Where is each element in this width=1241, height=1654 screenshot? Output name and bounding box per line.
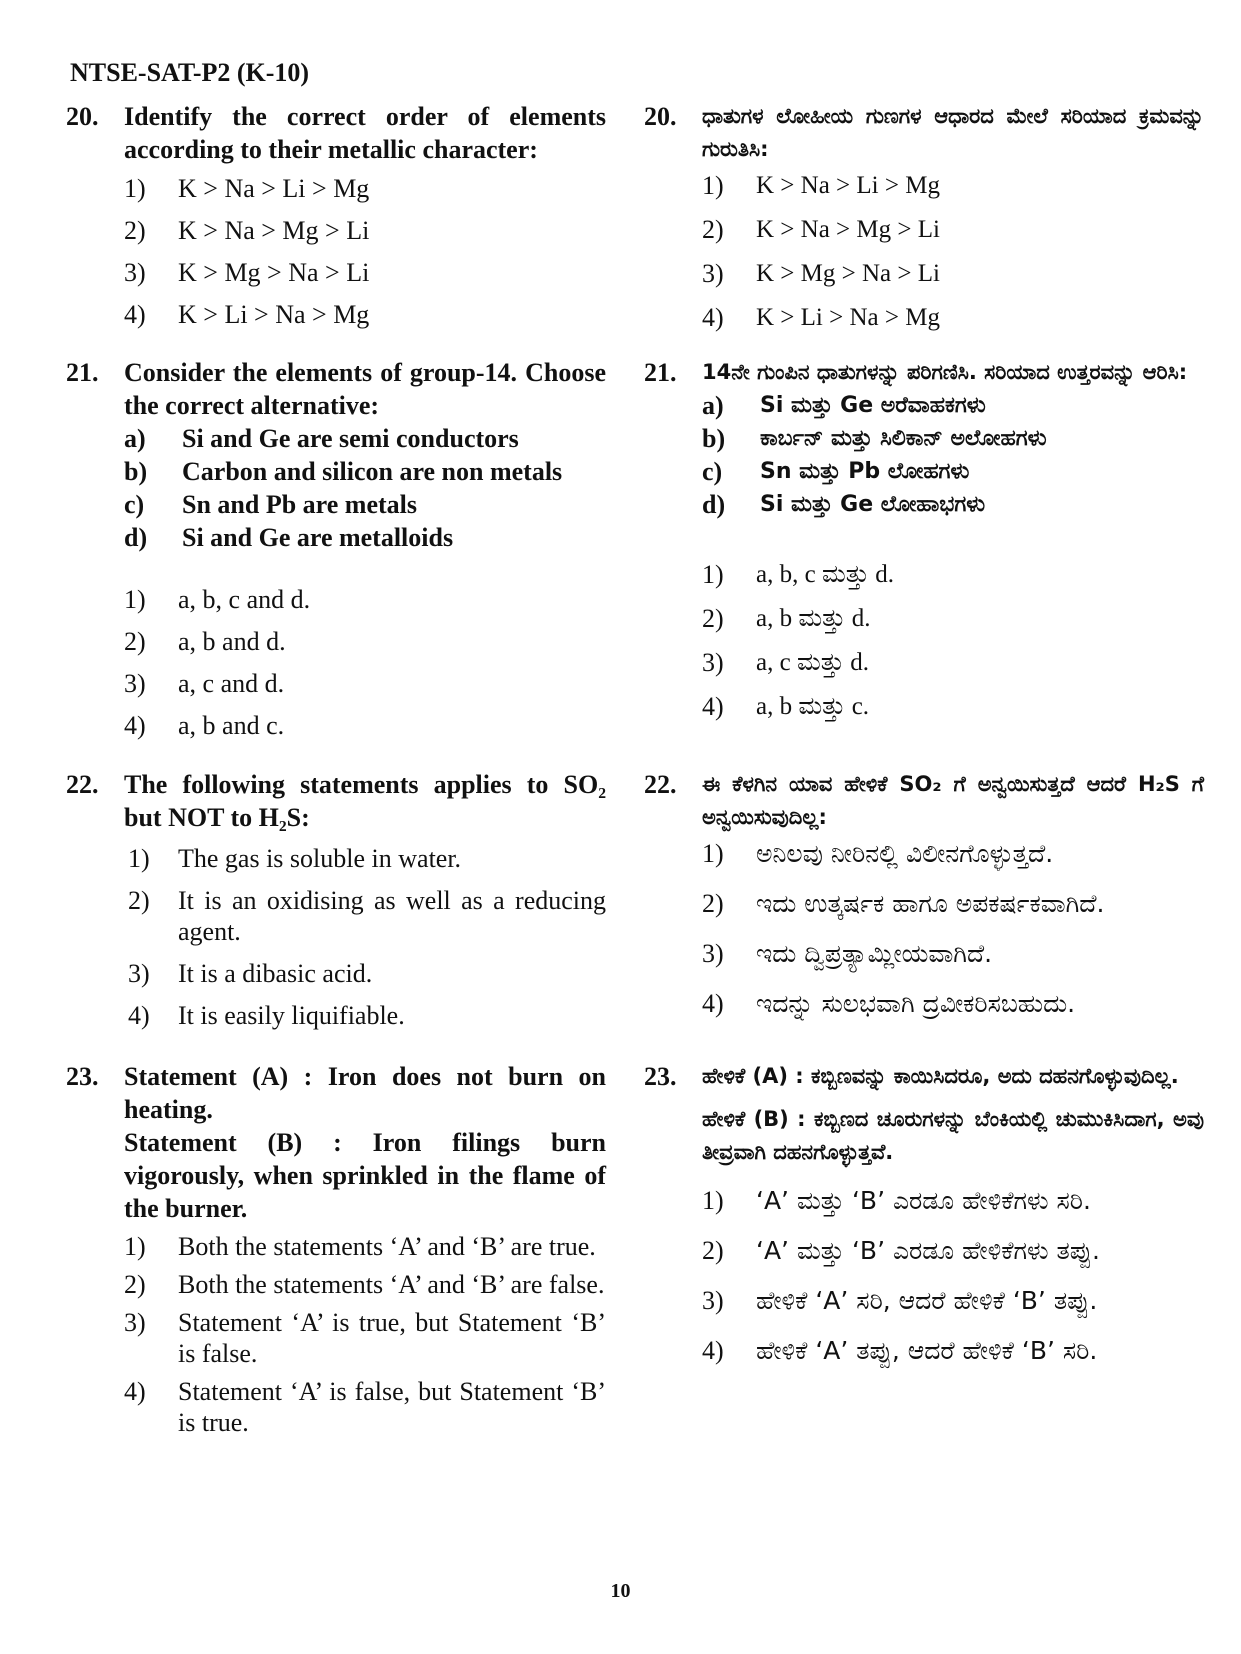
- option-3[interactable]: 3) a, c and d.: [124, 669, 285, 698]
- option-4[interactable]: 4) ಇದನ್ನು ಸುಲಭವಾಗಿ ದ್ರವೀಕರಿಸಬಹುದು.: [702, 989, 1076, 1018]
- option-3[interactable]: 3) K > Mg > Na > Li: [124, 258, 370, 287]
- option-3[interactable]: 3) It is a dibasic acid.: [128, 959, 373, 988]
- option-2[interactable]: 2) K > Na > Mg > Li: [702, 215, 940, 244]
- question-text: The following statements applies to SO₂ but NOT to H₂S:: [124, 770, 606, 832]
- question-23-kn: [644, 1060, 1204, 1385]
- question-20-en: [66, 100, 606, 341]
- option-1[interactable]: 1) Both the statements ‘A’ and ‘B’ are true.: [124, 1232, 596, 1261]
- question-20-kn: [644, 100, 1204, 346]
- option-2[interactable]: 2) It is an oxidising as well as a reducing agent.: [128, 886, 606, 946]
- statement-b: b) Carbon and silicon are non metals: [124, 457, 563, 486]
- option-3[interactable]: 3) a, c ಮತ್ತು d.: [702, 648, 870, 677]
- question-text: Consider the elements of group-14. Choose the correct alternative:: [124, 358, 606, 420]
- option-2[interactable]: 2) a, b and d.: [124, 627, 286, 656]
- option-2[interactable]: 2) K > Na > Mg > Li: [124, 216, 370, 245]
- page-number: 10: [610, 1580, 631, 1602]
- option-1[interactable]: 1) K > Na > Li > Mg: [702, 171, 940, 200]
- question-23-en: [66, 1060, 606, 1445]
- question-21-kn: [644, 356, 1204, 735]
- question-number: 20.: [644, 102, 677, 131]
- question-22-en: [66, 768, 606, 1042]
- option-3[interactable]: 3) ಹೇಳಿಕೆ ‘A’ ಸರಿ, ಆದರೆ ಹೇಳಿಕೆ ‘B’ ತಪ್ಪು.: [702, 1286, 1098, 1315]
- option-2[interactable]: 2) Both the statements ‘A’ and ‘B’ are false.: [124, 1270, 605, 1299]
- question-number: 22.: [66, 770, 99, 799]
- option-1[interactable]: 1) ‘A’ ಮತ್ತು ‘B’ ಎರಡೂ ಹೇಳಿಕೆಗಳು ಸರಿ.: [702, 1186, 1091, 1215]
- option-1[interactable]: 1) ಅನಿಲವು ನೀರಿನಲ್ಲಿ ವಿಲೀನಗೊಳ್ಳುತ್ತದೆ.: [702, 839, 1054, 868]
- question-text: ಧಾತುಗಳ ಲೋಹೀಯ ಗುಣಗಳ ಆಧಾರದ ಮೇಲೆ ಸರಿಯಾದ ಕ್ರಮವನ್ನು ಗುರುತಿಸಿ:: [702, 104, 1204, 161]
- option-4[interactable]: 4) a, b ಮತ್ತು c.: [702, 692, 870, 721]
- question-text: ಈ ಕೆಳಗಿನ ಯಾವ ಹೇಳಿಕೆ SO₂ ಗೆ ಅನ್ವಯಿಸುತ್ತದೆ ಆದರೆ H₂S ಗೆ ಅನ್ವಯಿಸುವುದಿಲ್ಲ:: [702, 772, 1204, 829]
- statement-a-text: ಹೇಳಿಕೆ (A) : ಕಬ್ಬಿಣವನ್ನು ಕಾಯಿಸಿದರೂ, ಅದು ದಹನಗೊಳ್ಳುವುದಿಲ್ಲ.: [702, 1064, 1179, 1088]
- question-21-en: [66, 356, 606, 752]
- option-1[interactable]: 1) a, b, c and d.: [124, 585, 311, 614]
- question-number: 21.: [66, 358, 99, 387]
- option-1[interactable]: 1) K > Na > Li > Mg: [124, 174, 370, 203]
- statement-d: d) Si ಮತ್ತು Ge ಲೋಹಾಭಗಳು: [702, 490, 986, 519]
- option-1[interactable]: 1) The gas is soluble in water.: [128, 844, 462, 873]
- question-number: 20.: [66, 102, 99, 131]
- option-3[interactable]: 3) Statement ‘A’ is true, but Statement ‘B’ is false.: [124, 1308, 606, 1368]
- option-2[interactable]: 2) ಇದು ಉತ್ಕರ್ಷಕ ಹಾಗೂ ಅಪಕರ್ಷಕವಾಗಿದೆ.: [702, 889, 1105, 918]
- page-header: NTSE-SAT-P2 (K-10): [70, 58, 310, 87]
- statement-a: a) Si ಮತ್ತು Ge ಅರೆವಾಹಕಗಳು: [702, 391, 986, 420]
- question-text: Identify the correct order of elements according to their metallic character:: [124, 102, 606, 164]
- option-4[interactable]: 4) a, b and c.: [124, 711, 285, 740]
- option-4[interactable]: 4) Statement ‘A’ is false, but Statement ‘B’ is true.: [124, 1377, 606, 1437]
- option-4[interactable]: 4) K > Li > Na > Mg: [702, 303, 940, 332]
- statement-b: b) ಕಾರ್ಬನ್ ಮತ್ತು ಸಿಲಿಕಾನ್ ಅಲೋಹಗಳು: [702, 424, 1047, 453]
- statement-c: c) Sn and Pb are metals: [124, 490, 417, 519]
- statement-b-text: ಹೇಳಿಕೆ (B) : ಕಬ್ಬಿಣದ ಚೂರುಗಳನ್ನು ಬೆಂಕಿಯಲ್ಲಿ ಚುಮುಕಿಸಿದಾಗ, ಅವು ತೀವ್ರವಾಗಿ ದಹನಗೊಳ್ಳುತ್ತವೆ.: [702, 1107, 1204, 1164]
- option-3[interactable]: 3) K > Mg > Na > Li: [702, 259, 940, 288]
- option-4[interactable]: 4) K > Li > Na > Mg: [124, 300, 370, 329]
- question-22-kn: [644, 768, 1204, 1038]
- statement-c: c) Sn ಮತ್ತು Pb ಲೋಹಗಳು: [702, 457, 970, 486]
- option-2[interactable]: 2) ‘A’ ಮತ್ತು ‘B’ ಎರಡೂ ಹೇಳಿಕೆಗಳು ತಪ್ಪು.: [702, 1236, 1100, 1265]
- statement-b-text: Statement (B) : Iron filings burn vigorously, when sprinkled in the flame of the burner.: [124, 1128, 606, 1223]
- option-1[interactable]: 1) a, b, c ಮತ್ತು d.: [702, 560, 895, 589]
- statement-d: d) Si and Ge are metalloids: [124, 523, 454, 552]
- option-4[interactable]: 4) ಹೇಳಿಕೆ ‘A’ ತಪ್ಪು, ಆದರೆ ಹೇಳಿಕೆ ‘B’ ಸರಿ.: [702, 1336, 1098, 1365]
- option-3[interactable]: 3) ಇದು ದ್ವಿಪ್ರತ್ಯಾಮ್ಲೀಯವಾಗಿದೆ.: [702, 939, 993, 968]
- question-number: 23.: [66, 1062, 99, 1091]
- question-number: 23.: [644, 1062, 677, 1091]
- statement-a: a) Si and Ge are semi conductors: [124, 424, 519, 453]
- question-text: 14ನೇ ಗುಂಪಿನ ಧಾತುಗಳನ್ನು ಪರಿಗಣಿಸಿ. ಸರಿಯಾದ ಉತ್ತರವನ್ನು ಆರಿಸಿ:: [702, 360, 1188, 384]
- question-number: 22.: [644, 770, 677, 799]
- statement-a-text: Statement (A) : Iron does not burn on heating.: [124, 1062, 606, 1124]
- question-number: 21.: [644, 358, 677, 387]
- option-2[interactable]: 2) a, b ಮತ್ತು d.: [702, 604, 871, 633]
- option-4[interactable]: 4) It is easily liquifiable.: [128, 1001, 405, 1030]
